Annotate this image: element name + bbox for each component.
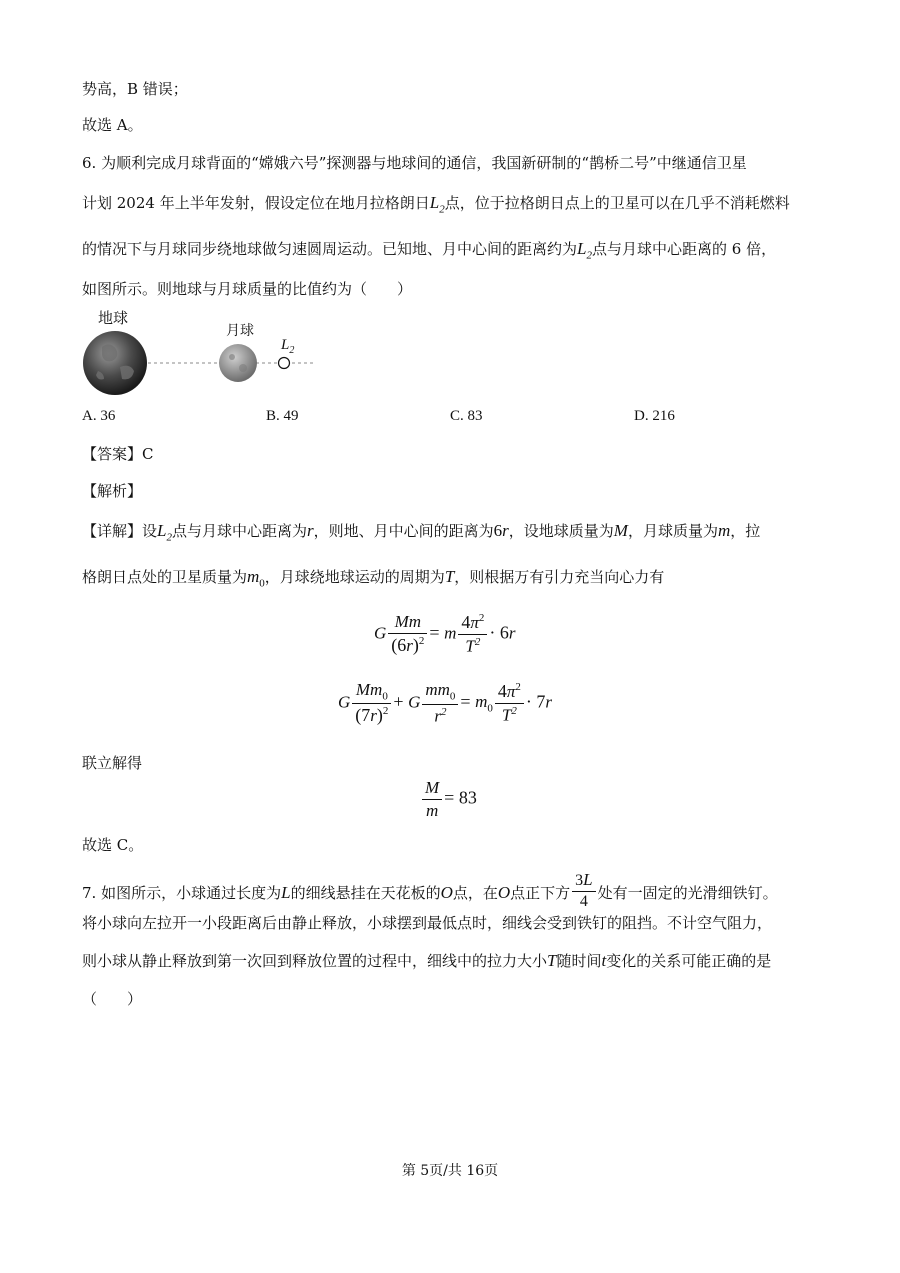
option-b: B. 49 — [266, 408, 299, 424]
earth-label: 地球 — [98, 309, 129, 327]
moon-icon — [219, 344, 257, 382]
answer-line: 【答案】C — [82, 445, 154, 463]
analysis-heading: 【解析】 — [82, 482, 143, 500]
prev-line-1: 势高，B 错误； — [82, 80, 188, 98]
prev-line-2: 故选 A。 — [82, 116, 143, 134]
option-a: A. 36 — [82, 408, 116, 424]
moon-label: 月球 — [226, 323, 254, 339]
q7-line-3: 则小球从静止释放到第一次回到释放位置的过程中，细线中的拉力大小T随时间t变化的关系可能正确的是 — [82, 951, 772, 970]
earth-moon-figure — [80, 305, 340, 395]
joint-solve-text: 联立解得 — [82, 754, 143, 772]
l2-label: $L_2$ — [281, 337, 295, 356]
option-d: D. 216 — [634, 408, 675, 424]
q7-line-4: （ ） — [82, 990, 143, 1008]
q6-line-4: 如图所示。则地球与月球质量的比值约为（ ） — [82, 280, 413, 298]
l2-point-icon — [279, 358, 290, 369]
q7-line-2: 将小球向左拉开一小段距离后由静止释放，小球摆到最低点时，细线会受到铁钉的阻挡。不计空气阻力， — [82, 914, 773, 932]
detail-line-1: 【详解】设$L_2$点与月球中心距离为r，则地、月中心间的距离为6r，设地球质量为M，月球质量为m，拉 — [82, 521, 761, 544]
page-footer: 第 5页/共 16页 — [401, 1163, 499, 1179]
equation-ratio: $\frac{M}{m}$ = 83 — [420, 778, 477, 821]
option-c: C. 83 — [450, 408, 483, 424]
conclusion-line: 故选 C。 — [82, 836, 144, 854]
q6-line-3: 的情况下与月球同步绕地球做匀速圆周运动。已知地、月中心间的距离约为$L_2$点与月球中心距离的 6 倍， — [82, 239, 777, 262]
q6-line-1: 6. 为顺利完成月球背面的“嫦娥六号”探测器与地球间的通信，我国新研制的“鹊桥二号”中继通信卫星 — [82, 154, 747, 172]
equation-1: G $\frac{Mm}{(6r)^2}$ = m $\frac{4\pi^2}{T^2}$ · 6r — [374, 612, 516, 656]
equation-2: G $\frac{Mm_0}{(7r)^2}$ + G $\frac{mm_0}{r^2}$ = $m_0$ $\frac{4\pi^2}{T^2}$ · 7r — [338, 680, 552, 726]
earth-icon — [83, 331, 147, 395]
q7-line-1: 7. 如图所示，小球通过长度为L的细线悬挂在天花板的O点，在O点正下方 $\frac{3L}{4}$ 处有一固定的光滑细铁钉。 — [82, 870, 778, 910]
detail-line-2: 格朗日点处的卫星质量为$m_0$，月球绕地球运动的周期为T，则根据万有引力充当向心力有 — [82, 567, 665, 590]
q6-line-2: 计划 2024 年上半年发射，假设定位在地月拉格朗日$L_2$点，位于拉格朗日点上的卫星可以在几乎不消耗燃料 — [82, 193, 790, 216]
